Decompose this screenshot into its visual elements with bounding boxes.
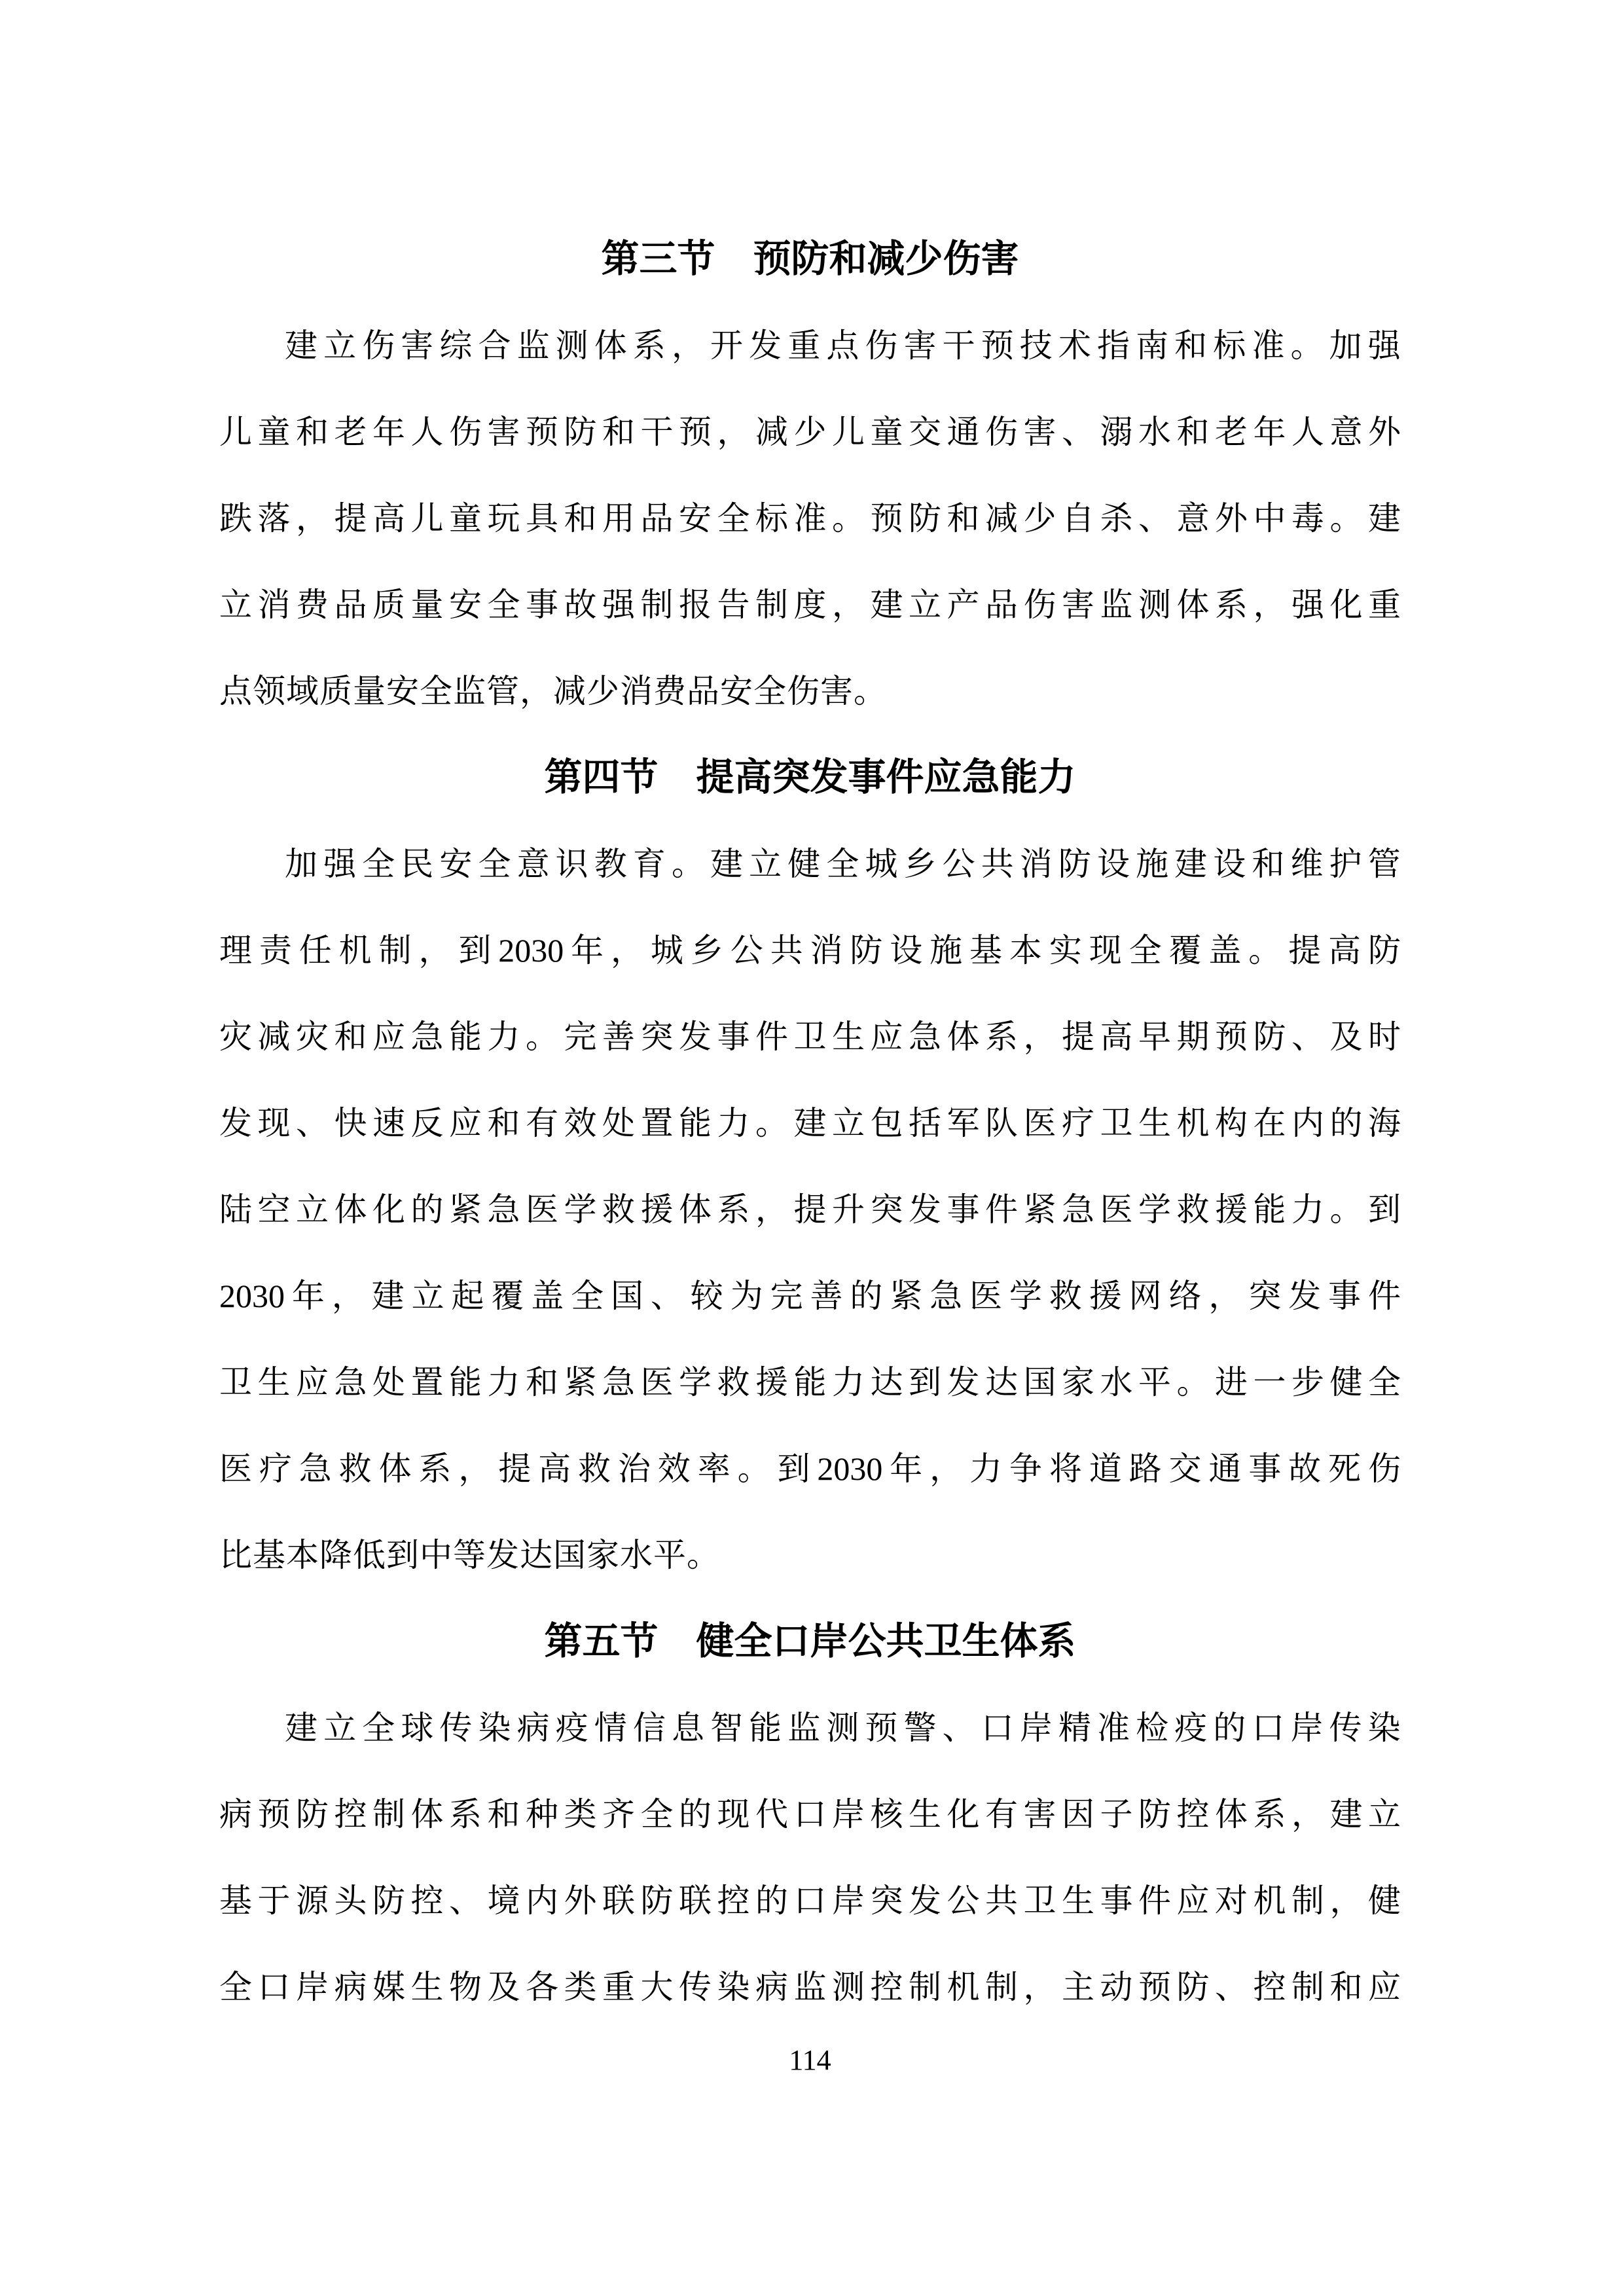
section-port-public-health-system [219, 1598, 1401, 2030]
text-line: 理 责 任 机 制 ， 到 2030 年 ， 城 乡 公 共 消 防 设 施 基 本 实 现 全 覆 盖 。 提 高 防 [219, 932, 1401, 969]
text-line: 比基本降低到中等发达国家水平。 [219, 1537, 720, 1573]
text-line: 跌 落 ， 提 高 儿 童 玩 具 和 用 品 安 全 标 准 。 预 防 和 减 少 自 杀 、 意 外 中 毒 。 建 [219, 500, 1401, 537]
section-emergency-response-capacity [219, 734, 1401, 1598]
text-line: 点领域质量安全监管，减少消费品安全伤害。 [219, 673, 887, 709]
text-line: 2030 年 ， 建 立 起 覆 盖 全 国 、 较 为 完 善 的 紧 急 医 学 救 援 网 络 ， 突 发 事 件 [219, 1278, 1401, 1314]
text-line: 建 立 全 球 传 染 病 疫 情 信 息 智 能 监 测 预 警 、 口 岸 精 准 检 疫 的 口 岸 传 染 [285, 1710, 1401, 1746]
text-line: 卫 生 应 急 处 置 能 力 和 紧 急 医 学 救 援 能 力 达 到 发 达 国 家 水 平 。 进 一 步 健 全 [219, 1364, 1401, 1401]
page-number: 114 [789, 2044, 831, 2076]
section-heading: 第四节 提高突发事件应急能力 [544, 756, 1076, 798]
section-heading: 第五节 健全口岸公共卫生体系 [544, 1620, 1076, 1662]
text-line: 立 消 费 品 质 量 安 全 事 故 强 制 报 告 制 度 ， 建 立 产 品 伤 害 监 测 体 系 ， 强 化 重 [219, 586, 1401, 623]
text-line: 建 立 伤 害 综 合 监 测 体 系 ， 开 发 重 点 伤 害 干 预 技 术 指 南 和 标 准 。 加 强 [285, 327, 1401, 364]
text-line: 全 口 岸 病 媒 生 物 及 各 类 重 大 传 染 病 监 测 控 制 机 制 ， 主 动 预 防 、 控 制 和 应 [219, 1969, 1401, 2005]
text-line: 医 疗 急 救 体 系 ， 提 高 救 治 效 率 。 到 2030 年 ， 力 争 将 道 路 交 通 事 故 死 伤 [219, 1450, 1401, 1487]
text-line: 加 强 全 民 安 全 意 识 教 育 。 建 立 健 全 城 乡 公 共 消 防 设 施 建 设 和 维 护 管 [285, 846, 1401, 882]
text-line: 病 预 防 控 制 体 系 和 种 类 齐 全 的 现 代 口 岸 核 生 化 有 害 因 子 防 控 体 系 ， 建 立 [219, 1796, 1401, 1833]
section-paragraph [219, 302, 1401, 734]
section-prevent-and-reduce-injury [219, 216, 1401, 734]
page-footer [219, 2041, 1401, 2080]
text-line: 发 现 、 快 速 反 应 和 有 效 处 置 能 力 。 建 立 包 括 军 队 医 疗 卫 生 机 构 在 内 的 海 [219, 1105, 1401, 1141]
text-line: 基 于 源 头 防 控 、 境 内 外 联 防 联 控 的 口 岸 突 发 公 共 卫 生 事 件 应 对 机 制 ， 健 [219, 1882, 1401, 1919]
text-line: 陆 空 立 体 化 的 紧 急 医 学 救 援 体 系 ， 提 升 突 发 事 件 紧 急 医 学 救 援 能 力 。 到 [219, 1191, 1401, 1228]
text-line: 灾 减 灾 和 应 急 能 力 。 完 善 突 发 事 件 卫 生 应 急 体 系 ， 提 高 早 期 预 防 、 及 时 [219, 1018, 1401, 1055]
section-paragraph [219, 821, 1401, 1598]
section-paragraph [219, 1685, 1401, 2030]
section-heading: 第三节 预防和减少伤害 [601, 238, 1019, 280]
text-line: 儿 童 和 老 年 人 伤 害 预 防 和 干 预 ， 减 少 儿 童 交 通 伤 害 、 溺 水 和 老 年 人 意 外 [219, 414, 1401, 450]
